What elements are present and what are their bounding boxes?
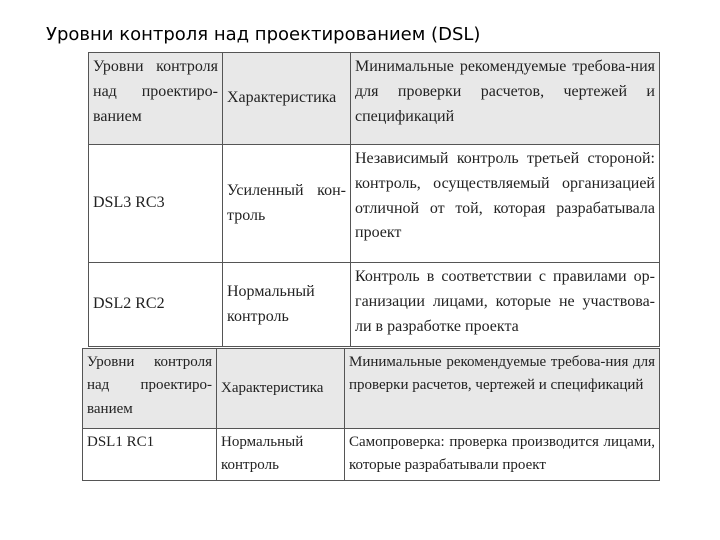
header-control-level: Уровни контроля над проектиро-ванием [89,53,223,145]
row-level: DSL3 RC3 [89,145,223,263]
dsl-table-top [88,52,660,347]
row-characteristic: Нормальный контроль [217,429,345,481]
dsl-table-bottom [82,348,660,481]
header-control-level: Уровни контроля над проектиро-ванием [83,349,217,429]
row-requirement: Самопроверка: проверка производится лицами, которые разрабатывали проект [345,429,660,481]
row-requirement: Контроль в соответствии с правилами ор-ганизации лицами, которые не участвова-ли в разработке проекта [351,263,660,347]
table-row [89,145,660,263]
header-characteristic: Характеристика [217,349,345,429]
table-header-row [83,349,660,429]
header-requirements: Минимальные рекомендуемые требова-ния для проверки расчетов, чертежей и спецификаций [351,53,660,145]
header-characteristic: Характеристика [223,53,351,145]
row-level: DSL1 RC1 [83,429,217,481]
row-requirement: Независимый контроль третьей стороной: контроль, осуществляемый организацией отличной от той, которая разрабатывала проект [351,145,660,263]
row-level: DSL2 RC2 [89,263,223,347]
row-characteristic: Нормальный контроль [223,263,351,347]
row-characteristic: Усиленный кон-троль [223,145,351,263]
header-requirements: Минимальные рекомендуемые требова-ния для проверки расчетов, чертежей и спецификаций [345,349,660,429]
table-row [89,263,660,347]
table-header-row [89,53,660,145]
slide-title: Уровни контроля над проектированием (DSL) [46,24,481,45]
table-row [83,429,660,481]
